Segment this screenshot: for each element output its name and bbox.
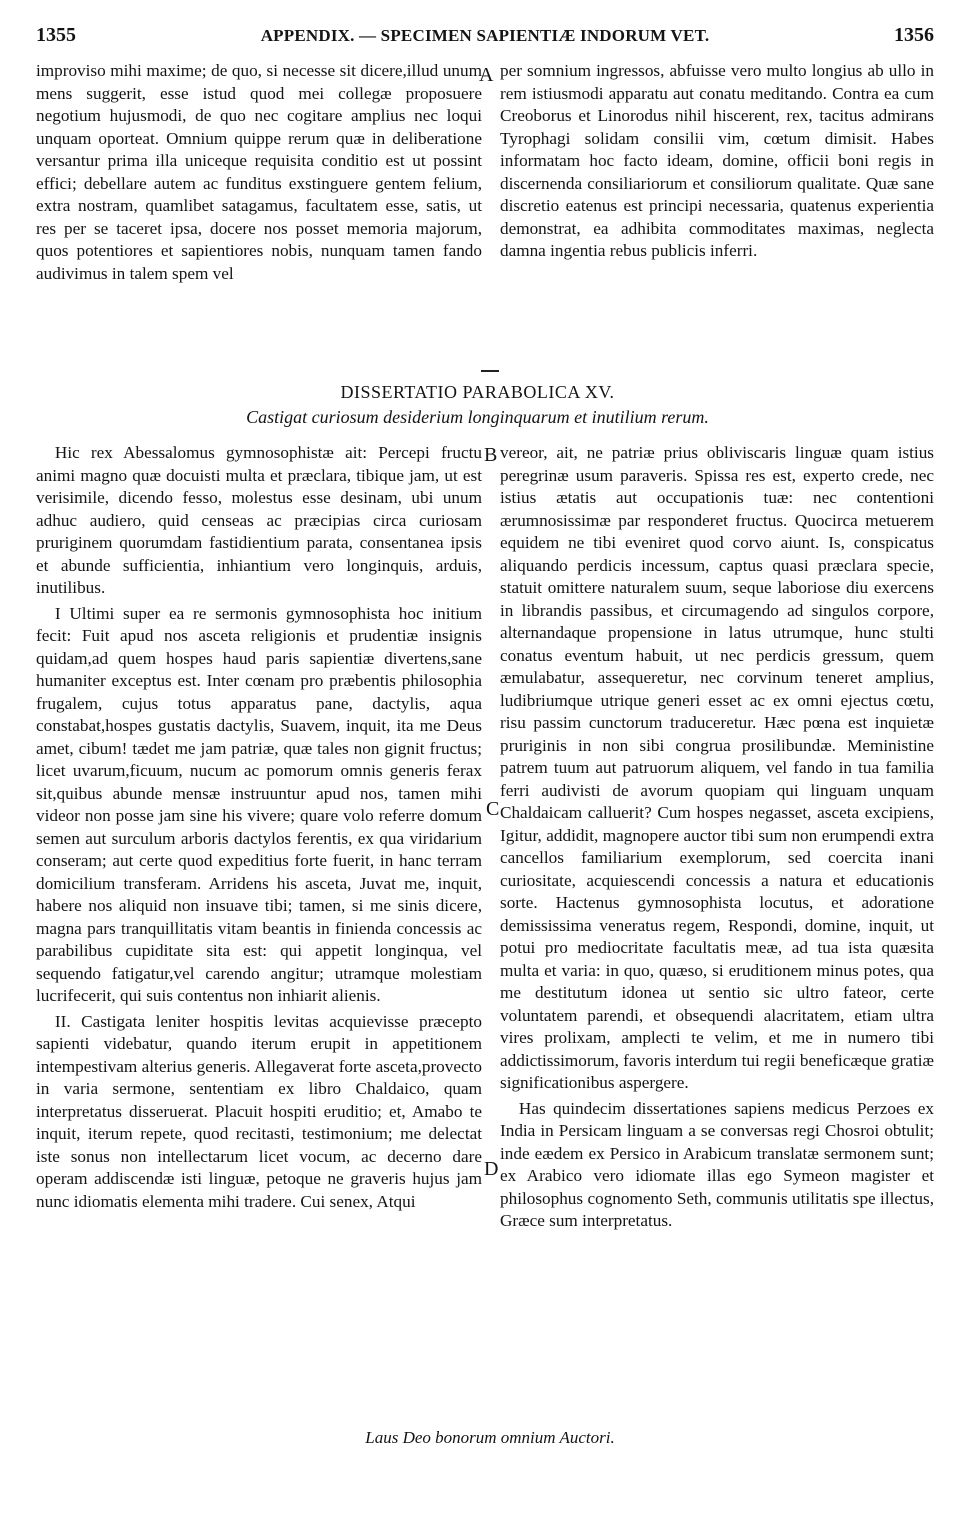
top-right-paragraph: per somnium ingressos, abfuisse vero multo longius ab ullo in rem istiusmodi apparatu aut conatu meditando. Contra ea cum Creoborus et Linorodus nihil hiscerent, rex, tacitus admirans Tyrophagi solidam consilii vim, cœtum dimisit. Habes informatam hoc facto ideam, domine, officii boni regis in discernenda consiliariorum et consiliorum qualitate. Quæ sane discretio eatenus est principi necessaria, quatenus experientia demonstrat, ea adhibita commoditates maximas, neglecta damna ingentia rebus publicis inferri.: [500, 61, 934, 260]
running-title: APPENDIX. — SPECIMEN SAPIENTIÆ INDORUM VET.: [260, 26, 710, 45]
top-left-paragraph: improviso mihi maxime; de quo, si necesse sit dicere,illud unum mens suggerit, esse istud quod mei collegæ proposuere negotium hujusmodi, de quo nec cogitare amplius nec loqui unquam oporteat. Omnium quippe rerum quæ in deliberatione versantur prima illa uniceque requisita conditio est ut possint effici; debellare autem ac funditus exstinguere gentem felium, extra nostram, quamlibet satagamus, facultatem esse, satis, ut res per se taceret ipsa, docere nos posset memoria majorum, quos potentiores et sapientiores nobis, nunquam tamen fando audivimus in talem spem vel: [36, 61, 482, 283]
dissertation-title: DISSERTATIO PARABOLICA XV.: [340, 382, 615, 402]
body-right-column: [500, 442, 934, 1233]
body-paragraph: II. Castigata leniter hospitis levitas acquievisse præcepto sapienti videbatur, quando iterum erupit in appetitionem intempestivam alterius generis. Allegaverat forte asceta,provecto in varia sermone, sententiam ex libro Chaldaico, quam interpretatus disseruerat. Placuit hospiti eruditio; et, Amabo te inquit, iterum repete, quod recitasti, testimonium; me delectat iste sonus non intellectarum licet vocum, ac decerno dare operam addiscendæ isti linguæ, petoque ne graveris hujus jam nunc idiomatis elementa mihi tradere. Cui senex, Atqui: [36, 1011, 482, 1211]
section-divider: [481, 370, 499, 372]
margin-marker-a: A: [479, 64, 494, 86]
top-left-column: [36, 60, 482, 285]
body-paragraph: Has quindecim dissertationes sapiens medicus Perzoes ex India in Persicam linguam a se conversas regi Chosroi obtulit; inde eædem ex Persico in Arabicum translatæ sermonem sunt; ex Arabico vero idiomate illas ego Symeon magister et philosophus cognomento Seth, communis utilitatis spe illectus, Græce sum interpretatus.: [500, 1098, 934, 1230]
margin-marker-b: B: [484, 444, 498, 466]
margin-marker-d: D: [484, 1158, 499, 1180]
closing-line: Laus Deo bonorum omnium Auctori.: [365, 1428, 615, 1447]
top-right-column: [500, 60, 934, 263]
body-left-column: [36, 442, 482, 1213]
dissertation-subtitle: Castigat curiosum desiderium longinquarum et inutilium rerum.: [246, 407, 709, 427]
body-paragraph: Hic rex Abessalomus gymnosophistæ ait: Percepi fructu animi magno quæ docuisti multa et præclara, tibique jam, ut est verisimile, dicendo fesso, molestus esse desinam, ubi unum adhuc audiero, quid censeas ac præcipias circa curiosam pruriginem quorumdam fastidientium parata, consentanea ipsis et abunde sufficientia, inhiantium vero longinquis, arduis, inutilibus.: [36, 443, 482, 597]
margin-marker-c: C: [486, 798, 500, 820]
page-number-right: 1356: [894, 24, 934, 46]
body-paragraph: I Ultimi super ea re sermonis gymnosophista hoc initium fecit: Fuit apud nos asceta religionis et prudentiæ insignis quidam,ad quem hospes haud paris sapientiæ divertens,sane humaniter exceptus est. Inter cœnam pro præbentis philosophia frugalem, cujus totus apparatus pane, dactylis, aqua constabat,hospes gustatis dactylis, Suavem, inquit, ita me Deus amet, cibum! tædet me jam patriæ, quæ tales non gignit fructus; licet uvarum,ficuum, nucum ac pomorum omnis generis ferax sit,quibus abunde mensæ instruuntur apud nos, tamen mihi videor non posse jam sine his vivere; quare volo referre domum semen aut surculum arboris dactylos ferentis, ex qua viridarium conseram; aut certe quod expeditius forte fuerit, in hanc terram domicilium transferam. Arridens his asceta, Juvat me, inquit, habere nos aliquid non insuave tibi; tamen, si me sinis dicere, magna pars tranquillitatis vitam beantis in finienda concessis ac parabilibus cupiditate sita est: qui appetit longinqua, vel sequendo fatigatur,vel carendo angitur; utramque molestiam lucrifecerit, qui suis contentus non inhiarit alienis.: [36, 603, 482, 1005]
running-header: [36, 24, 934, 50]
body-paragraph: vereor, ait, ne patriæ prius obliviscaris linguæ quam istius peregrinæ usum paraveris. Spissa res est, experto crede, nec istius ætatis aut occupationis tuæ: nec contentioni ærumnosissimæ par responderet fructus. Quocirca metuerem equidem ne tibi eveniret quod corvo aiunt. Is, conspicatus aliquando perdicis incessum, captus quasi præclara specie, statuit omittere naturalem suum, seque laboriose diu exercens in librandis passibus, et circumagendo ad singulos corpore, alternandaque propensione in latus utrumque, hunc stulti conatus eventum habuit, ut nec perdicis gressum, quem æmulabatur, assequeretur, nec corvinum teneret amplius, ludibriumque utrique generi esset ac ex omni ejectus cœtu, risu passim cunctorum traduceretur. Hæc pœna est inquietæ pruriginis in non sibi congrua prosilibundæ. Meministine patrem tuum aut patruorum aliquem, vel fando in tua familia ferri audivisti de avorum quopiam qui linguam unquam Chaldaicam calluerit? Cum hospes negasset, asceta excipiens, Igitur, addidit, magnopere auctor tibi sum non erumpendi extra cancellos familiarium exemplorum, sed coercita inani curiositate, acquiescendi concessis a natura et educationis sorte. Hactenus gymnosophista locutus, et adoratione demississima veneratus regem, Respondi, domine, inquit, ut potui pro mediocritate facultatis meæ, ad tua ista quæsita multa et varia: in quo, quæso, si eruditionem minus potes, qua me destitutum idonea ut sentio sic ultro fateor, certe voluntatem parendi, et obsequendi alacritatem, etiam ultra vires prolixam, amplecti te velim, et me in numero tibi addictissimorum, favoris interdum tui regii beneficæque gratiæ significationibus aspergere.: [500, 443, 934, 1092]
page-number-left: 1355: [36, 24, 76, 46]
